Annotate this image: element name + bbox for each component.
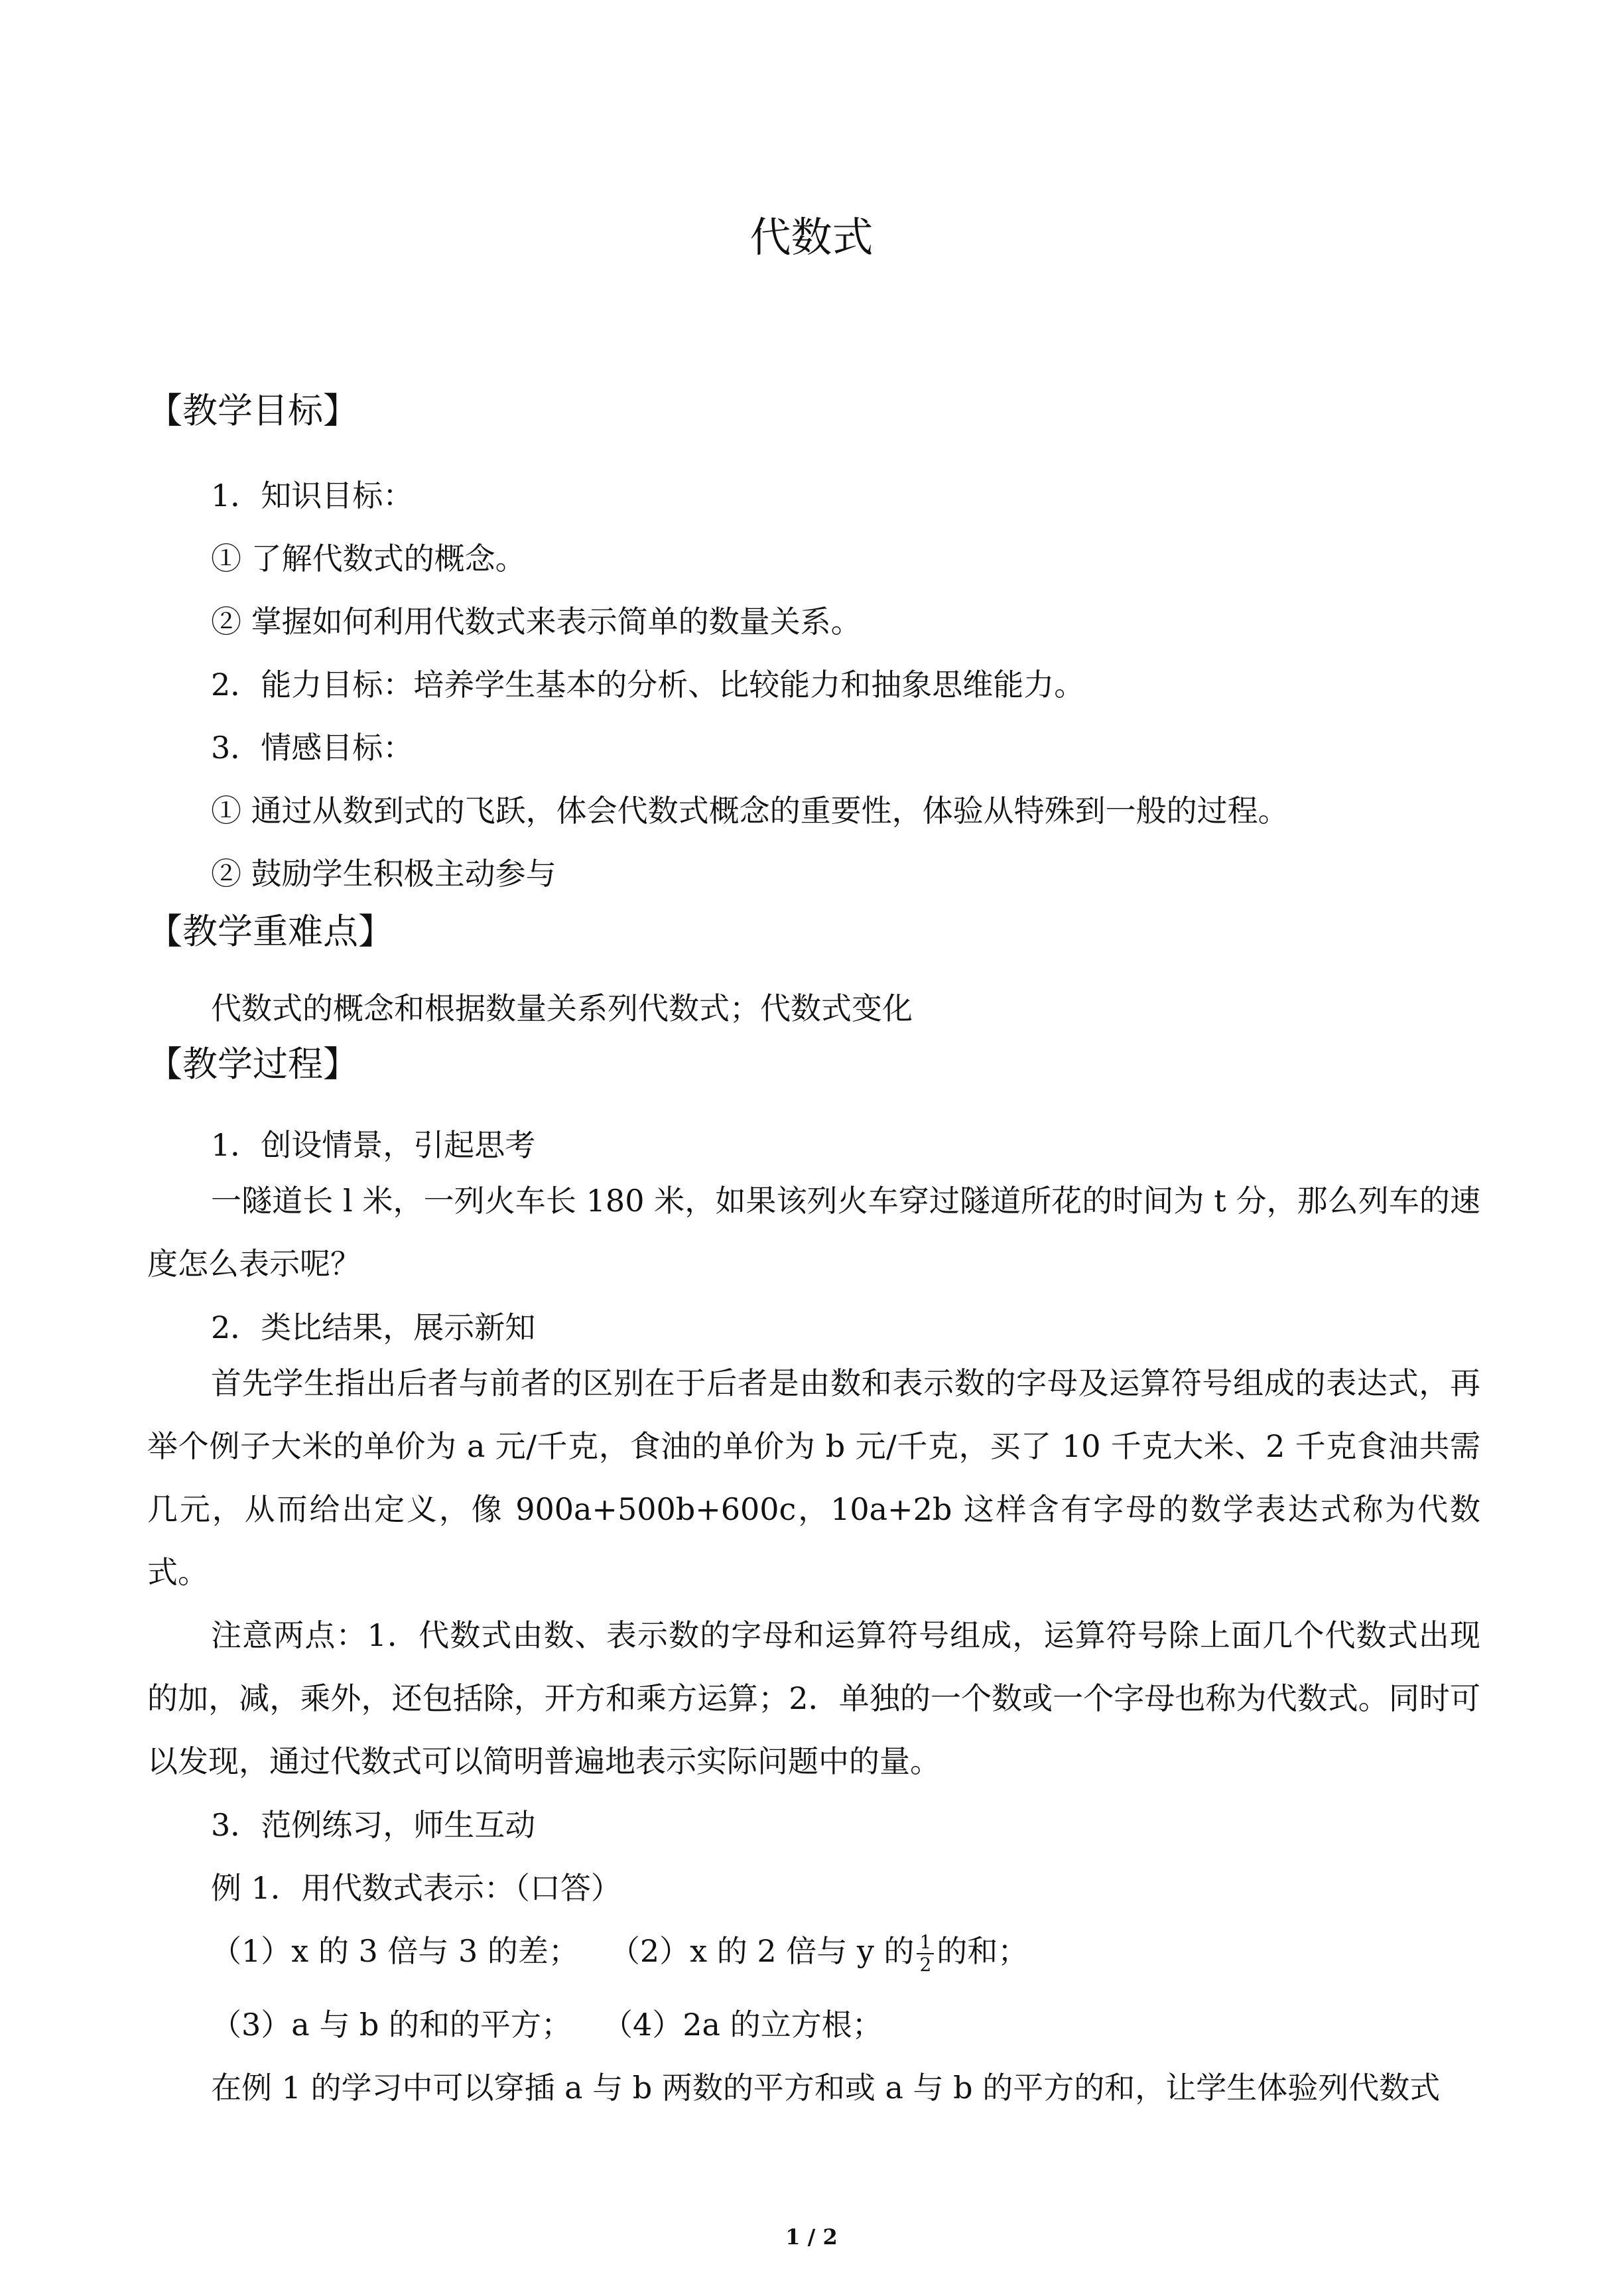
goal-knowledge-item-1: ① 了解代数式的概念。 <box>211 541 526 576</box>
process-step-1: 1．创设情景，引起思考 <box>211 1127 536 1163</box>
process-paragraph-2: 首先学生指出后者与前者的区别在于后者是由数和表示数的字母及运算符号组成的表达式，再举个例子大米的单价为 a 元/千克，食油的单价为 b 元/千克，买了 10 千克大米、2 千克食油共需几元，从而给出定义，像 900a+500b+600c，10a+2b 这样含有字母的数学表达式称为代数式。 <box>147 1365 1480 1590</box>
goal-emotion: 3．情感目标： <box>211 730 414 766</box>
fraction-denominator: 2 <box>919 1954 932 1976</box>
section-heading-goals: 【教学目标】 <box>147 391 358 431</box>
process-step-3: 3．范例练习，师生互动 <box>211 1807 536 1843</box>
example-1-heading: 例 1．用代数式表示：（口答） <box>211 1870 621 1906</box>
goal-emotion-item-1: ① 通过从数到式的飞跃，体会代数式概念的重要性，体验从特殊到一般的过程。 <box>211 793 1289 829</box>
example-1-question-4: （4）2a 的立方根； <box>602 2007 883 2043</box>
process-paragraph-3: 注意两点：1．代数式由数、表示数的字母和运算符号组成，运算符号除上面几个代数式出现的加，减，乘外，还包括除，开方和乘方运算；2．单独的一个数或一个字母也称为代数式。同时可以发现，通过代数式可以简明普遍地表示实际问题中的量。 <box>147 1617 1480 1779</box>
goal-knowledge-item-2: ② 掌握如何利用代数式来表示简单的数量关系。 <box>211 604 862 640</box>
goal-ability: 2．能力目标：培养学生基本的分析、比较能力和抽象思维能力。 <box>211 667 1085 703</box>
example-1-question-2-prefix: （2）x 的 2 倍与 y 的 <box>609 1933 915 1969</box>
fraction-one-half <box>917 1932 934 1976</box>
process-step-2: 2．类比结果，展示新知 <box>211 1310 536 1345</box>
key-points-text: 代数式的概念和根据数量关系列代数式；代数式变化 <box>211 990 913 1026</box>
process-paragraph-4: 在例 1 的学习中可以穿插 a 与 b 两数的平方和或 a 与 b 的平方的和，让学生体验列代数式 <box>211 2070 1441 2106</box>
goal-emotion-item-2: ② 鼓励学生积极主动参与 <box>211 856 556 892</box>
fraction-numerator: 1 <box>917 1932 934 1954</box>
example-1-question-1: （1）x 的 3 倍与 3 的差； <box>211 1933 579 1969</box>
example-1-question-2-suffix: 的和； <box>937 1933 1029 1969</box>
page-number: 1 / 2 <box>785 2224 838 2250</box>
example-1-questions-row-1 <box>211 1931 1028 1976</box>
goal-knowledge: 1．知识目标： <box>211 478 414 513</box>
example-1-questions-row-2 <box>211 2005 883 2045</box>
example-1-question-3: （3）a 与 b 的和的平方； <box>211 2007 572 2043</box>
process-paragraph-1: 一隧道长 l 米，一列火车长 180 米，如果该列火车穿过隧道所花的时间为 t 分，那么列车的速度怎么表示呢？ <box>147 1183 1480 1282</box>
section-heading-key-points: 【教学重难点】 <box>147 912 393 952</box>
page-title: 代数式 <box>749 213 874 261</box>
section-heading-process: 【教学过程】 <box>147 1044 358 1085</box>
